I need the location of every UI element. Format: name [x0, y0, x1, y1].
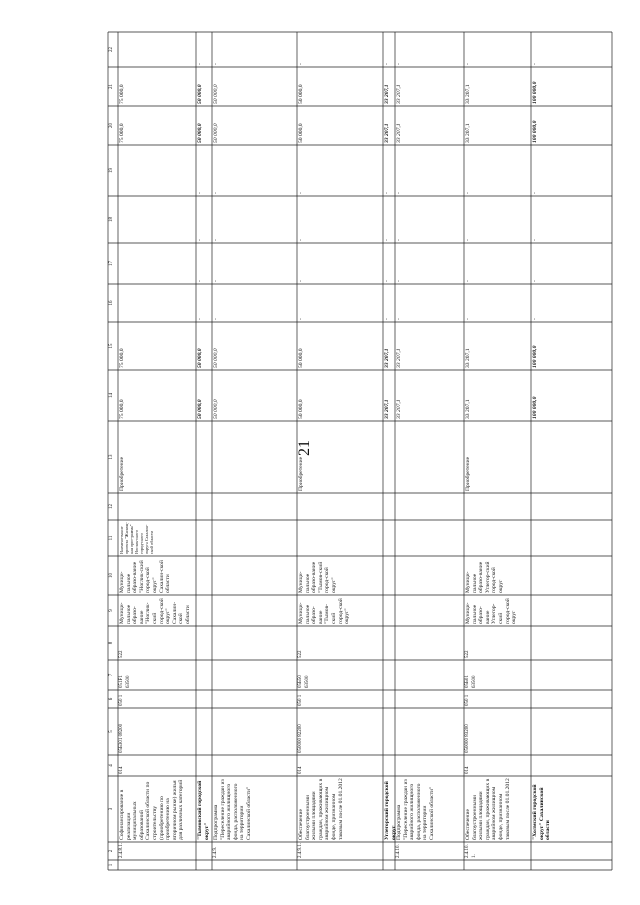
- column-number: 18: [109, 217, 114, 222]
- table-cell: 75 000,0: [119, 348, 125, 368]
- table-cell: 2.4.9.: [213, 846, 218, 858]
- table-cell: 33 207,1: [465, 123, 471, 143]
- table-cell: -: [465, 280, 471, 282]
- column-number: 21: [109, 84, 114, 89]
- table-cell: 100 000,0: [532, 345, 538, 368]
- table-cell: Софинансирование в реализации муниципальных образований Сахалинской области по строительству (приобретению по приобретению на вторичном рынке) жилья для различных категорий: [119, 779, 185, 840]
- table-cell: 50 000,0: [213, 348, 219, 368]
- table-cell: -: [396, 280, 402, 282]
- table-cell: -: [213, 239, 219, 241]
- table-cell: -: [465, 318, 471, 320]
- table-cell: 522: [298, 650, 303, 658]
- table-cell: -: [298, 318, 304, 320]
- table-cell: 2.4.10. 1.: [465, 844, 477, 858]
- table-cell: 014: [298, 766, 303, 774]
- table-cell: Муници-пальное образо-вание "Тымов-ский город-ской округ": [298, 598, 351, 624]
- column-number: 3: [109, 807, 114, 811]
- table-cell: 33 207,1: [465, 399, 471, 419]
- table-cell: 50 000,0: [298, 399, 304, 419]
- table-cell: 2.4.8.1.: [119, 843, 124, 858]
- table-cell: -: [213, 318, 219, 320]
- table-cell: Подпрограмма "Переселение граждан из аварийного жилищного фонда, расположенного на территории Сахалинской области": [213, 779, 252, 840]
- table-cell: 33 207,1: [384, 84, 390, 104]
- column-number: 20: [109, 123, 114, 128]
- table-cell: -: [384, 318, 390, 320]
- table-cell: 050 1: [119, 694, 124, 706]
- column-number: 7: [109, 673, 114, 677]
- table-cell: Приобретение: [298, 456, 304, 491]
- table-cell: -: [465, 192, 471, 194]
- table-cell: Наимено-вание проекта "Жилищ-ная прог-рамма" Ноглик-ского город-ского округа Сахалин-ской области: [119, 522, 154, 554]
- table-cell: 05Б50 63500: [298, 675, 310, 688]
- table-cell: -: [298, 239, 304, 241]
- table-cell: -: [298, 192, 304, 194]
- table-cell: Углегорский городской округ: [384, 781, 397, 840]
- table-cell: -: [197, 63, 203, 65]
- table-cell: Обеспечение благоустроенными жилыми площадями граждан, проживающих в аварийном жилищном фонде, признанном таковым после 01.01.2012: [465, 778, 511, 840]
- table-cell: Подпрограмма "Переселение граждан из аварийного жилищного фонда, расположенного на территории Сахалинской области": [396, 779, 435, 840]
- column-number: 10: [109, 573, 114, 578]
- table-cell: Приобретение: [465, 456, 471, 491]
- table-cell: 75 000,0: [119, 399, 125, 419]
- column-number: 19: [109, 168, 114, 173]
- table-cell: 33 207,1: [465, 84, 471, 104]
- table-cell: -: [197, 318, 203, 320]
- table-cell: 33 207,1: [384, 399, 390, 419]
- table-cell: 014: [465, 766, 470, 774]
- table-cell: 75 000,0: [119, 123, 125, 143]
- table-cell: Обеспечение благоустроенными жилыми площадями граждан, проживающих в аварийном жилищном фонде, признанном таковым после 01.01.2012: [298, 778, 344, 840]
- table-cell: 050000 83200: [465, 724, 470, 753]
- table-cell: 522: [465, 650, 470, 658]
- column-number: 8: [109, 641, 114, 645]
- table-cell: 05Б01 63500: [465, 675, 477, 688]
- table-cell: 014: [119, 766, 124, 774]
- column-number: 1: [109, 863, 114, 867]
- table-cell: -: [298, 280, 304, 282]
- table-cell: Муници-пальное образо-вание Углегор-ский город-ской округ: [465, 598, 518, 624]
- table-cell: 75 000,0: [119, 84, 125, 104]
- table-cell: -: [532, 318, 538, 320]
- table-cell: -: [465, 63, 471, 65]
- table-cell: -: [532, 280, 538, 282]
- table-cell: 33 207,1: [384, 123, 390, 143]
- table-cell: "Холмский городской округ" Сахалинской области: [532, 784, 552, 840]
- table-cell: 50 000,0: [197, 123, 203, 143]
- table-cell: 50 000,0: [213, 399, 219, 419]
- table-cell: -: [384, 63, 390, 65]
- table-cell: -: [197, 239, 203, 241]
- column-number: 4: [109, 764, 114, 767]
- column-number: 6: [109, 697, 114, 701]
- table-cell: -: [532, 239, 538, 241]
- table-cell: -: [197, 280, 203, 282]
- table-cell: 50 000,0: [298, 348, 304, 368]
- table-cell: -: [465, 239, 471, 241]
- column-number: 14: [109, 393, 114, 398]
- table-cell: 33 207,1: [396, 399, 402, 419]
- column-number: 2: [109, 849, 114, 853]
- column-number: 17: [109, 261, 114, 266]
- table-cell: Муници-пальное образо-вание "Тымов-ский город-ской округ": [298, 561, 337, 593]
- column-number: 15: [109, 343, 114, 349]
- table-cell: 33 207,1: [396, 84, 402, 104]
- table-cell: -: [384, 239, 390, 241]
- table-cell: -: [396, 239, 402, 241]
- table-cell: 33 207,1: [465, 348, 471, 368]
- table-cell: 100 000,0: [532, 120, 538, 143]
- table-cell: 100 000,0: [532, 81, 538, 104]
- table-cell: 50 000,0: [298, 84, 304, 104]
- table-cell: -: [396, 192, 402, 194]
- table-cell: 2.4.9.1.: [298, 843, 303, 858]
- table-cell: "Тымовский городской округ": [197, 780, 210, 840]
- column-number: 9: [109, 609, 114, 612]
- table-cell: Муници-пальное образо-вание Углегор-ский город-ской округ: [465, 561, 504, 593]
- column-number: 16: [109, 300, 114, 306]
- table-cell: 50 000,0: [213, 123, 219, 143]
- table-cell: -: [298, 63, 304, 65]
- table-cell: 050000 82200: [298, 724, 303, 753]
- table-cell: Муници-пальное образо-вание "Ноглик-ский город-ской округ" Сахалин-ской области: [119, 598, 191, 624]
- table-cell: -: [384, 280, 390, 282]
- table-cell: 050 1: [465, 694, 470, 706]
- table-cell: -: [396, 63, 402, 65]
- table-cell: 50 000,0: [213, 84, 219, 104]
- table-cell: 50 000,0: [197, 399, 203, 419]
- table-cell: -: [532, 192, 538, 194]
- table-cell: Приобретение: [119, 456, 125, 491]
- table-cell: -: [213, 63, 219, 65]
- table-cell: 50 000,0: [197, 348, 203, 368]
- table-cell: Муници-пальное образо-вание "Ноглик-ский город-ской округ" Сахалин-ской области: [119, 560, 172, 593]
- table-cell: 100 000,0: [532, 396, 538, 419]
- table-cell: 33 207,1: [384, 348, 390, 368]
- table-cell: -: [396, 318, 402, 320]
- table-cell: 50 000,0: [197, 84, 203, 104]
- table-cell: 50 000,0: [298, 123, 304, 143]
- column-number: 22: [109, 47, 114, 52]
- column-number: 11: [109, 535, 114, 541]
- table-cell: -: [213, 192, 219, 194]
- table-cell: 33 207,1: [396, 123, 402, 143]
- column-number: 5: [109, 730, 114, 733]
- column-number: 13: [109, 454, 114, 460]
- table-cell: -: [213, 280, 219, 282]
- table-cell: -: [532, 63, 538, 65]
- table-cell: 2.4.10.: [396, 844, 401, 858]
- table-cell: 33 207,1: [396, 348, 402, 368]
- table-cell: -: [197, 192, 203, 194]
- column-number: 12: [109, 504, 114, 509]
- table-cell: 051F1 63500: [119, 675, 131, 688]
- table-cell: 522: [119, 650, 124, 658]
- table-cell: -: [384, 192, 390, 194]
- table-cell: 05Б301 08200: [119, 723, 124, 753]
- page-number: 21: [296, 440, 313, 456]
- table-cell: 050 1: [298, 694, 303, 706]
